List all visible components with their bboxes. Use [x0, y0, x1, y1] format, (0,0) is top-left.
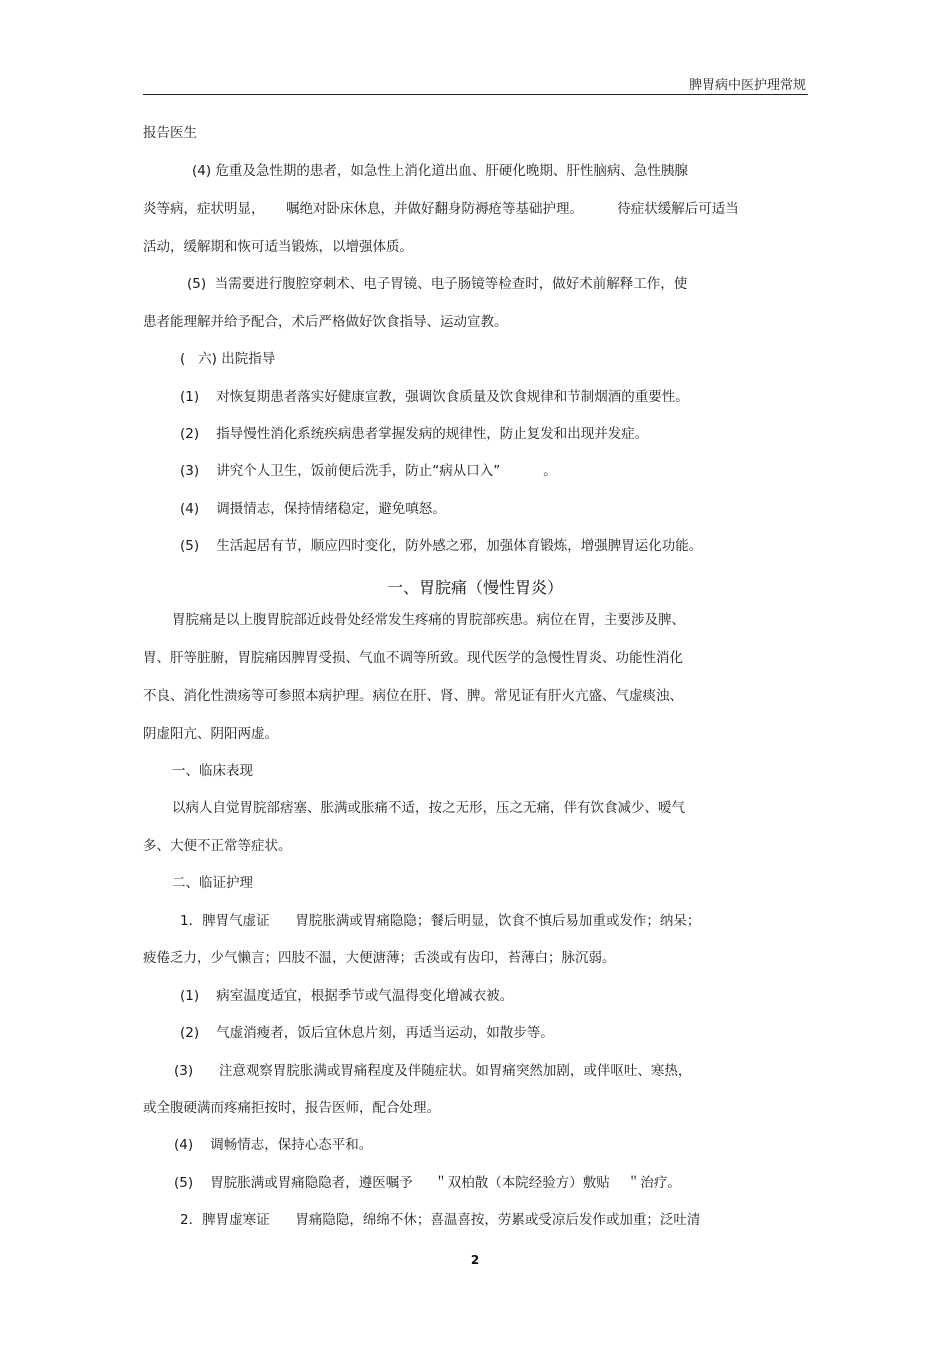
text-line: 多、大便不正常等症状。: [143, 838, 292, 854]
subsection-title: 二、临证护理: [172, 875, 253, 891]
text-line: 胃脘痛是以上腹胃脘部近歧骨处经常发生疼痛的胃脘部疾患。病位在胃，主要涉及脾、: [172, 612, 685, 628]
text-line: 炎等病，症状明显， 嘱绝对卧床休息，并做好翻身防褥疮等基础护理。 待症状缓解后可适当: [143, 201, 739, 217]
section-subtitle: ( 六) 出院指导: [180, 351, 276, 367]
list-item: (1) 病室温度适宜，根据季节或气温得变化增减衣被。: [180, 988, 514, 1004]
text-line: 患者能理解并给予配合，术后严格做好饮食指导、运动宣教。: [143, 314, 508, 330]
text-line: 报告医生: [143, 125, 197, 141]
list-item: (5) 生活起居有节，顺应四时变化，防外感之邪，加强体育锻炼，增强脾胃运化功能。: [180, 538, 703, 554]
header-title: 脾胃病中医护理常规: [688, 78, 806, 93]
subsection-title: 一、临床表现: [172, 763, 253, 779]
list-item: (5) 胃脘胀满或胃痛隐隐者，遵医嘱予 ＂双柏散（本院经验方）敷贴 ＂治疗。: [174, 1175, 681, 1191]
text-line: 活动，缓解期和恢可适当锻炼，以增强体质。: [143, 239, 413, 255]
list-item: (2) 气虚消瘦者，饭后宜休息片刻，再适当运动，如散步等。: [180, 1025, 554, 1041]
list-item: (4) 调摄情志，保持情绪稳定，避免嗔怒。: [180, 501, 446, 517]
text-line: 不良、消化性溃疡等可参照本病护理。病位在肝、肾、脾。常见证有肝火亢盛、气虚痰浊、: [143, 688, 683, 704]
list-item: (1) 对恢复期患者落实好健康宣教，强调饮食质量及饮食规律和节制烟酒的重要性。: [180, 389, 689, 405]
text-line: 以病人自觉胃脘部痞塞、胀满或胀痛不适，按之无形，压之无痛，伴有饮食减少、嗳气: [172, 800, 685, 816]
page-number: 2: [470, 1253, 480, 1267]
text-line: 1．脾胃气虚证 胃脘胀满或胃痛隐隐；餐后明显，饮食不慎后易加重或发作；纳呆；: [180, 913, 701, 929]
list-item: (4) 调畅情志，保持心态平和。: [174, 1137, 373, 1153]
text-line: 2．脾胃虚寒证 胃痛隐隐，绵绵不休；喜温喜按，劳累或受凉后发作或加重；泛吐清: [180, 1212, 701, 1228]
section-heading: 一、胃脘痛（慢性胃炎）: [386, 578, 563, 597]
text-line: 或全腹硬满而疼痛拒按时，报告医师，配合处理。: [143, 1100, 440, 1116]
text-line: (5) 当需要进行腹腔穿刺术、电子胃镜、电子肠镜等检查时，做好术前解释工作，使: [187, 276, 688, 292]
list-item: (3) 注意观察胃脘胀满或胃痛程度及伴随症状。如胃痛突然加剧，或伴呕吐、寒热，: [174, 1063, 692, 1079]
text-line: 疲倦乏力，少气懒言；四肢不温，大便溏薄；舌淡或有齿印，苔薄白；脉沉弱。: [143, 950, 616, 966]
text-line: 胃、肝等脏腑，胃脘痛因脾胃受损、气血不调等所致。现代医学的急慢性胃炎、功能性消化: [143, 650, 683, 666]
header-divider: [143, 94, 808, 95]
text-line: 阴虚阳亢、阴阳两虚。: [143, 726, 278, 742]
list-item: (2) 指导慢性消化系统疾病患者掌握发病的规律性，防止复发和出现并发症。: [180, 426, 649, 442]
list-item: (3) 讲究个人卫生，饭前便后洗手，防止“病从口入” 。: [180, 463, 557, 479]
text-line: (4) 危重及急性期的患者，如急性上消化道出血、肝硬化晚期、肝性脑病、急性胰腺: [192, 163, 688, 179]
